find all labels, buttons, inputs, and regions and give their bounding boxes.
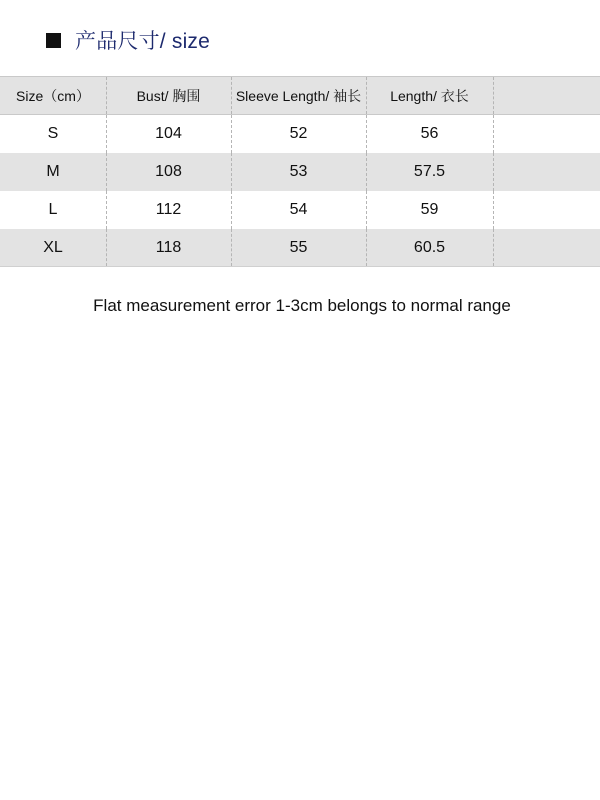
column-divider <box>231 115 232 153</box>
measurement-note: Flat measurement error 1-3cm belongs to normal range <box>93 296 511 315</box>
header-cell-size: Size（cm） <box>16 87 90 104</box>
column-divider <box>493 153 494 191</box>
cell-length: 57.5 <box>413 163 446 180</box>
column-divider <box>106 153 107 191</box>
cell-sleeve-length: 53 <box>289 163 308 180</box>
cell-sleeve-length: 55 <box>289 238 308 256</box>
cell-size: S <box>47 125 59 142</box>
column-divider <box>231 153 232 191</box>
size-chart-table <box>0 76 600 267</box>
cell-size: M <box>46 163 60 180</box>
column-divider <box>493 229 494 266</box>
table-row <box>0 153 600 191</box>
column-divider <box>106 115 107 153</box>
column-divider <box>493 115 494 153</box>
column-divider <box>366 191 367 229</box>
cell-bust: 104 <box>155 125 182 142</box>
cell-size: XL <box>43 238 63 256</box>
table-header-row <box>0 76 600 115</box>
header-cell-sleeve-length: Sleeve Length/ 袖长 <box>235 87 362 104</box>
column-divider <box>106 191 107 229</box>
column-divider <box>231 229 232 266</box>
cell-length: 56 <box>420 125 439 142</box>
size-section-title <box>46 26 210 54</box>
cell-bust: 112 <box>155 201 182 218</box>
table-row <box>0 229 600 267</box>
column-divider <box>106 77 107 114</box>
title-text: 产品尺寸/ size <box>75 30 211 53</box>
cell-length: 60.5 <box>413 238 446 256</box>
column-divider <box>231 191 232 229</box>
cell-size: L <box>48 201 58 218</box>
cell-sleeve-length: 54 <box>289 201 308 218</box>
cell-length: 59 <box>420 201 439 218</box>
column-divider <box>366 153 367 191</box>
column-divider <box>366 115 367 153</box>
cell-bust: 108 <box>155 163 182 180</box>
column-divider <box>106 229 107 266</box>
cell-sleeve-length: 52 <box>289 125 308 142</box>
table-row <box>0 191 600 229</box>
column-divider <box>493 191 494 229</box>
column-divider <box>493 77 494 114</box>
column-divider <box>231 77 232 114</box>
table-row <box>0 115 600 153</box>
column-divider <box>366 229 367 266</box>
cell-bust: 118 <box>155 238 182 256</box>
header-cell-length: Length/ 衣长 <box>390 87 469 104</box>
square-bullet-icon <box>46 33 61 48</box>
header-cell-bust: Bust/ 胸围 <box>136 87 201 104</box>
column-divider <box>366 77 367 114</box>
